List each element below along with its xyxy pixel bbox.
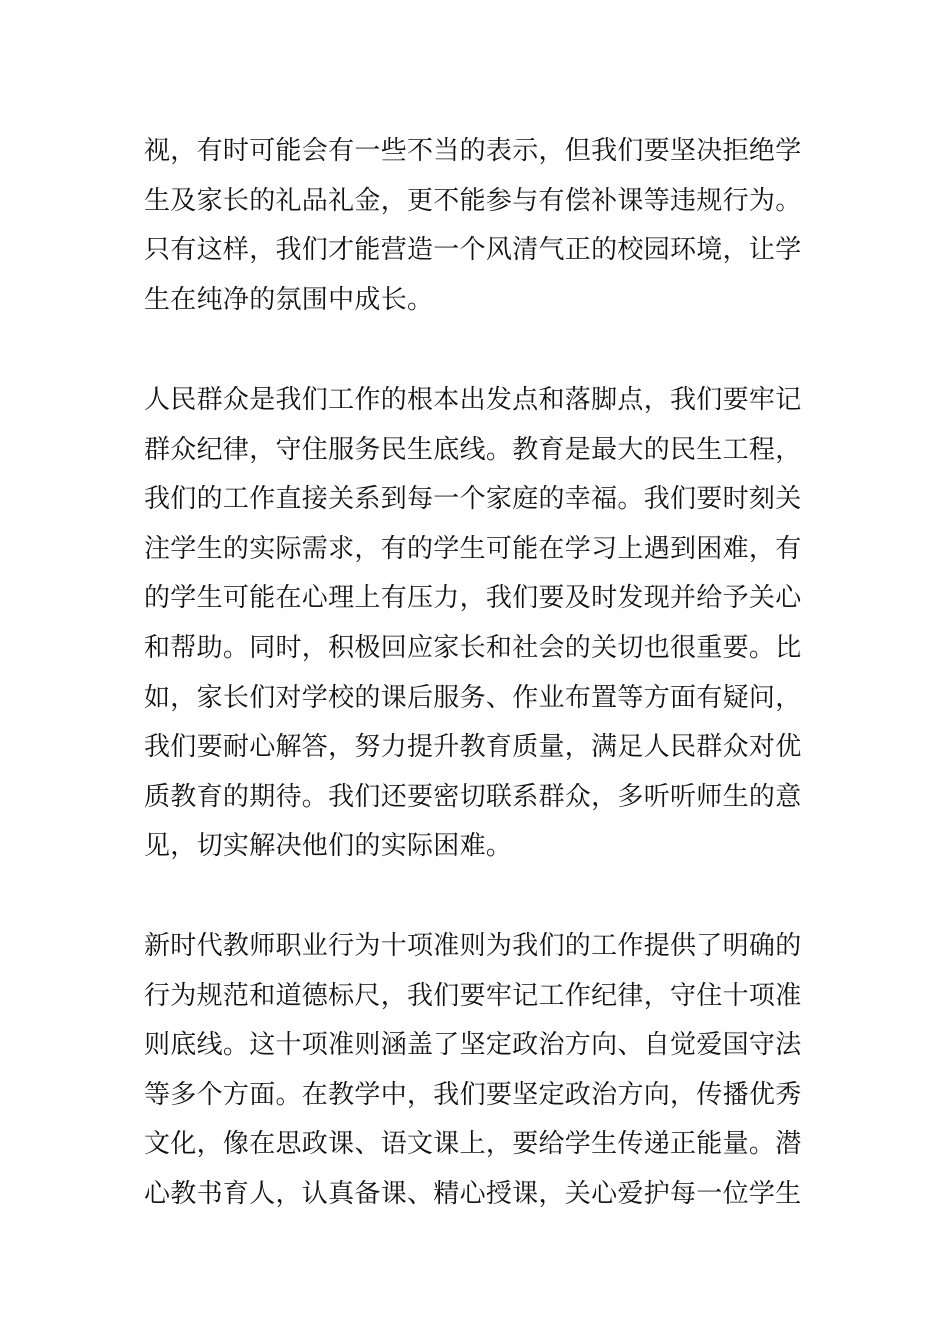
text-line: 见，切实解决他们的实际困难。 [144, 831, 513, 862]
text-line: 只有这样，我们才能营造一个风清气正的校园环境，让学 [144, 235, 802, 266]
paragraph-1 [144, 127, 814, 325]
text-line: 注学生的实际需求，有的学生可能在学习上遇到困难，有 [144, 533, 802, 564]
text-line: 行为规范和道德标尺，我们要牢记工作纪律，守住十项准 [144, 980, 802, 1011]
text-line: 心教书育人，认真备课、精心授课，关心爱护每一位学生 [144, 1178, 802, 1209]
paragraph-3 [144, 922, 814, 1220]
text-line: 群众纪律，守住服务民生底线。教育是最大的民生工程， [144, 434, 802, 465]
text-line: 和帮助。同时，积极回应家长和社会的关切也很重要。比 [144, 632, 802, 663]
text-line: 的学生可能在心理上有压力，我们要及时发现并给予关心 [144, 583, 802, 614]
text-line: 我们要耐心解答，努力提升教育质量，满足人民群众对优 [144, 732, 802, 763]
text-line: 我们的工作直接关系到每一个家庭的幸福。我们要时刻关 [144, 484, 802, 515]
text-line: 生在纯净的氛围中成长。 [144, 284, 434, 315]
text-line: 生及家长的礼品礼金，更不能参与有偿补课等违规行为。 [144, 185, 802, 216]
text-line: 人民群众是我们工作的根本出发点和落脚点，我们要牢记 [144, 385, 802, 415]
paragraph-2 [144, 376, 814, 872]
text-line: 质教育的期待。我们还要密切联系群众，多听听师生的意 [144, 781, 802, 812]
text-line: 视，有时可能会有一些不当的表示，但我们要坚决拒绝学 [144, 136, 802, 166]
text-line: 等多个方面。在教学中，我们要坚定政治方向，传播优秀 [144, 1079, 802, 1110]
text-line: 文化，像在思政课、语文课上，要给学生传递正能量。潜 [144, 1129, 802, 1160]
text-line: 如，家长们对学校的课后服务、作业布置等方面有疑问， [144, 682, 802, 713]
text-line: 新时代教师职业行为十项准则为我们的工作提供了明确的 [144, 931, 802, 961]
text-line: 则底线。这十项准则涵盖了坚定政治方向、自觉爱国守法 [144, 1030, 802, 1061]
